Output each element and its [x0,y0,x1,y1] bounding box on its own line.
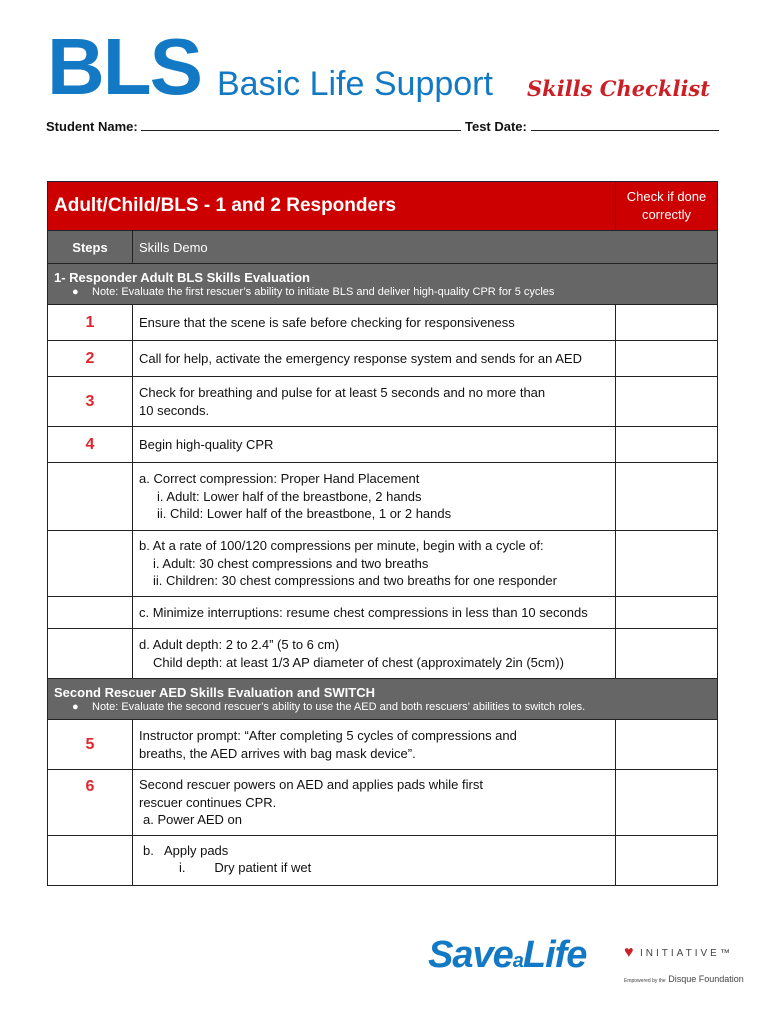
bls-subtitle: Basic Life Support [217,65,493,103]
logo-a: a [512,950,523,972]
check-box[interactable] [616,377,718,427]
section-2-note [48,700,717,719]
logo-initiative: INITIATIVE™ [640,948,733,959]
step-text-line: Instructor prompt: “After completing 5 cycles of compressions and [139,728,517,743]
step-text-line: ii. Child: Lower half of the breastbone, 1 or 2 hands [157,506,452,522]
check-box[interactable] [616,770,718,836]
step-text-line: 10 seconds. [139,402,210,418]
logo-sponsor [624,974,744,984]
section-1-note-text: Note: Evaluate the first rescuer’s ability to initiate BLS and deliver high-quality CPR for 5 cycles [92,286,555,298]
step-text-line: d. Adult depth: 2 to 2.4” (5 to 6 cm) [139,637,340,652]
check-box[interactable] [616,305,718,341]
step-number: 1 [48,305,133,341]
check-header: Check if done correctly [616,182,718,231]
table-row [48,377,718,427]
check-box[interactable] [616,341,718,377]
step-text: Begin high-quality CPR [133,427,616,463]
step-text-line: b. At a rate of 100/120 compressions per minute, begin with a cycle of: [139,538,544,554]
test-date-label: Test Date: [464,119,527,134]
check-box[interactable] [616,835,718,885]
step-text [133,770,616,836]
step-text: Ensure that the scene is safe before checking for responsiveness [133,305,616,341]
section-2-row [48,679,718,720]
section-1-title: 1- Responder Adult BLS Skills Evaluation [54,270,310,285]
step-number: 3 [48,377,133,427]
table-row [48,835,718,885]
logo-save: Save [428,934,513,976]
step-text-line: i. Adult: Lower half of the breastbone, 2 hands [157,488,422,504]
step-number-empty [48,597,133,629]
table-row [48,629,718,679]
section-1-row [48,264,718,305]
step-number-empty [48,629,133,679]
skills-checklist-table [47,181,718,886]
skills-demo-header: Skills Demo [133,231,718,264]
bullet-icon: ● [72,286,79,298]
test-date-field[interactable] [531,119,719,131]
step-text [133,835,616,885]
section-2-title: Second Rescuer AED Skills Evaluation and SWITCH [54,685,375,700]
step-text-line: ii. Children: 30 chest compressions and two breaths for one responder [153,573,557,589]
logo-foundation: Disque Foundation [668,974,744,984]
step-text-line: i. Dry patient if wet [179,860,312,875]
heart-icon: ♥ [624,944,634,961]
step-text-line: b. Apply pads [143,842,229,858]
step-number-empty [48,531,133,597]
table-row [48,770,718,836]
check-box[interactable] [616,720,718,770]
check-box[interactable] [616,531,718,597]
check-box[interactable] [616,629,718,679]
step-text [133,531,616,597]
step-number: 6 [48,770,133,836]
bullet-icon: ● [72,701,79,713]
step-text-line: a. Correct compression: Proper Hand Placement [139,471,420,487]
step-text: c. Minimize interruptions: resume chest compressions in less than 10 seconds [133,597,616,629]
step-text-line: i. Adult: 30 chest compressions and two breaths [153,555,429,571]
section-2-note-text: Note: Evaluate the second rescuer’s ability to use the AED and both rescuers’ abilities to switch roles. [92,701,586,713]
table-row [48,531,718,597]
section-2 [48,679,718,720]
step-text-line: Child depth: at least 1/3 AP diameter of chest (approximately 2in (5cm)) [153,654,564,670]
step-text [133,463,616,531]
save-a-life-logo [428,932,744,992]
step-text-line: rescuer continues CPR. [139,794,277,810]
student-name-label: Student Name: [46,119,138,134]
student-info-line [46,119,719,134]
check-box[interactable] [616,463,718,531]
check-box[interactable] [616,427,718,463]
table-title-row [48,182,718,231]
logo-life: Life [522,934,587,976]
table-row [48,305,718,341]
table-row [48,463,718,531]
step-text [133,377,616,427]
student-name-field[interactable] [141,119,461,131]
section-1-note [48,285,717,304]
bls-title: BLS [47,22,201,111]
skills-checklist-title: Skills Checklist [527,76,710,101]
table-row [48,720,718,770]
step-number: 5 [48,720,133,770]
steps-header: Steps [48,231,133,264]
check-box[interactable] [616,597,718,629]
table-title: Adult/Child/BLS - 1 and 2 Responders [48,182,616,231]
step-text-line: Check for breathing and pulse for at least 5 seconds and no more than [139,385,546,400]
logo-wordmark [428,932,586,984]
table-row [48,597,718,629]
section-1 [48,264,718,305]
step-number-empty [48,463,133,531]
step-number: 2 [48,341,133,377]
step-number: 4 [48,427,133,463]
step-text-line: breaths, the AED arrives with bag mask device”. [139,745,416,761]
step-text: Call for help, activate the emergency response system and sends for an AED [133,341,616,377]
column-header-row [48,231,718,264]
table-row [48,427,718,463]
step-number-empty [48,835,133,885]
table-row [48,341,718,377]
page-header [47,22,727,112]
step-text [133,629,616,679]
step-text [133,720,616,770]
step-text-line: Second rescuer powers on AED and applies pads while first [139,777,483,792]
logo-sponsored-by: Empowered by the [624,978,666,984]
step-text-line: a. Power AED on [143,812,242,827]
